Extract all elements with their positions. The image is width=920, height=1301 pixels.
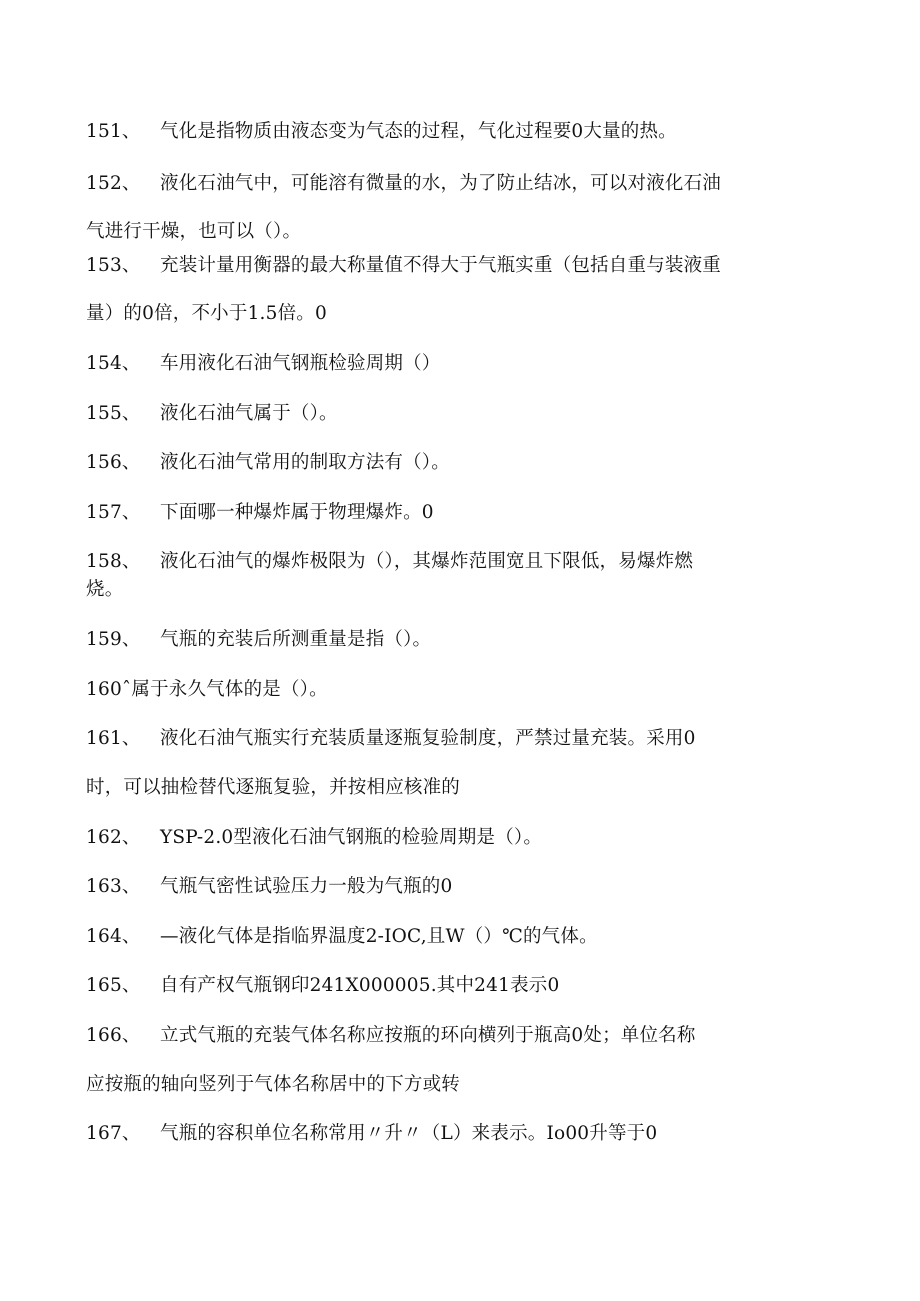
question-number: 152、 (86, 173, 141, 194)
question-156 (86, 451, 860, 475)
question-number: 166、 (86, 1025, 141, 1046)
question-number: 151、 (86, 121, 141, 142)
question-text: 自有产权气瓶钢印241X000005.其中241表示0 (160, 975, 560, 996)
question-number: 154、 (86, 353, 141, 374)
question-text: 液化石油气属于（）。 (160, 403, 338, 424)
question-153-continuation: 量）的0倍，不小于1.5倍。0 (86, 303, 327, 324)
question-number: 153、 (86, 255, 141, 276)
question-number: 158、 (86, 551, 141, 572)
question-number: 165、 (86, 975, 141, 996)
question-text: 气瓶的容积单位名称常用〃升〃（L）来表示。Io00升等于0 (160, 1123, 658, 1144)
question-161 (86, 727, 860, 751)
question-152-continuation: 气进行干燥，也可以（）。 (86, 221, 302, 242)
question-text: 立式气瓶的充装气体名称应按瓶的环向横列于瓶高0处；单位名称 (160, 1025, 696, 1046)
question-text: —液化气体是指临界温度2-IOC,且W（）℃的气体。 (160, 926, 598, 947)
question-text: 充装计量用衡器的最大称量值不得大于气瓶实重（包括自重与装液重 (160, 255, 722, 276)
question-164 (86, 925, 860, 949)
question-162 (86, 826, 860, 850)
question-163 (86, 875, 860, 899)
question-153 (86, 254, 860, 278)
question-165 (86, 974, 860, 998)
question-166 (86, 1024, 860, 1048)
question-157 (86, 501, 860, 525)
question-text: 下面哪一种爆炸属于物理爆炸。0 (160, 502, 434, 523)
question-number: 163、 (86, 876, 141, 897)
question-number: 159、 (86, 629, 141, 650)
question-number: 161、 (86, 728, 141, 749)
question-number: 164、 (86, 926, 141, 947)
question-number: 167、 (86, 1123, 141, 1144)
question-text: 液化石油气中，可能溶有微量的水，为了防止结冰，可以对液化石油 (160, 173, 722, 194)
question-text: 属于永久气体的是（）。 (131, 679, 328, 700)
question-text: 气化是指物质由液态变为气态的过程，气化过程要0大量的热。 (160, 121, 677, 142)
question-text: 液化石油气常用的制取方法有（）。 (160, 452, 450, 473)
question-number: 156、 (86, 452, 141, 473)
question-167 (86, 1122, 860, 1146)
question-text: 液化石油气的爆炸极限为（），其爆炸范围宽且下限低，易爆炸燃 (160, 551, 694, 572)
question-text: YSP-2.0型液化石油气钢瓶的检验周期是（）。 (160, 827, 543, 848)
question-number: 155、 (86, 403, 141, 424)
question-158 (86, 550, 860, 574)
question-155 (86, 402, 860, 426)
question-159 (86, 628, 860, 652)
question-text: 气瓶的充装后所测重量是指（）。 (160, 629, 432, 650)
question-166-continuation: 应按瓶的轴向竖列于气体名称居中的下方或转 (86, 1074, 461, 1095)
question-text: 液化石油气瓶实行充装质量逐瓶复验制度，严禁过量充装。采用0 (160, 728, 696, 749)
question-number: 160ˆ (86, 679, 132, 700)
question-text: 气瓶气密性试验压力一般为气瓶的0 (160, 876, 453, 897)
question-151 (86, 120, 860, 144)
question-152 (86, 172, 860, 196)
question-text: 车用液化石油气钢瓶检验周期（） (160, 353, 441, 374)
question-158-continuation: 烧。 (86, 579, 124, 600)
question-number: 157、 (86, 502, 141, 523)
question-number: 162、 (86, 827, 141, 848)
question-154 (86, 352, 860, 376)
question-160 (86, 678, 860, 702)
question-161-continuation: 时，可以抽检替代逐瓶复验，并按相应核准的 (86, 777, 461, 798)
